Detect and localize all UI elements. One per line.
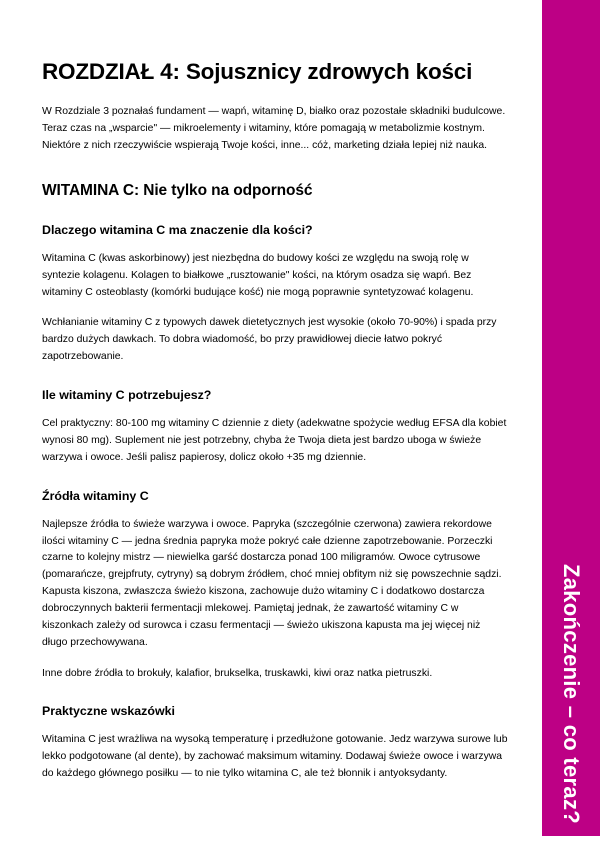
subsection-paragraph: Cel praktyczny: 80-100 mg witaminy C dziennie z diety (adekwatne spożycie według EFSA dla kobiet wynosi 80 mg). Suplement nie jest potrzebny, chyba że Twoja dieta jest bardzo uboga w świeże warzywa i owoce. Jeśli palisz papierosy, dolicz około +35 mg dziennie. [42, 418, 507, 463]
subsection-paragraph: Witamina C jest wrażliwa na wysoką temperaturę i przedłużone gotowanie. Jedz warzywa surowe lub lekko podgotowane (al dente), by zachować maksimum witaminy. Dodawaj świeże owoce i warzywa do każdego głównego posiłku — to nie tylko witamina C, ale też błonnik i antyoksydanty. [42, 734, 508, 780]
chapter-side-band [542, 0, 600, 836]
subsection-paragraph: Najlepsze źródła to świeże warzywa i owoce. Papryka (szczególnie czerwona) zawiera rekordowe ilości witaminy C — jedna średnia papryka może pokryć całe dzienne zapotrzebowanie. Porzeczki czarne to kolejny mistrz — niewielka garść dostarcza ponad 100 miligramów. Owoce cytrusowe (pomarańcze, grejpfruty, cytryny) są dobrym źródłem, choć mniej obfitym niż się powszechnie sądzi. Kapusta kiszona, zwłaszcza świeżo kiszona, zachowuje dużo witaminy C i dodatkowo dostarcza dobroczynnych bakterii fermentacji mlekowej. Pamiętaj jednak, że zawartość witaminy C w kiszonkach zależy od surowca i czasu fermentacji — świeżo ukiszona kapusta ma jej więcej niż długo przechowywana. [42, 518, 502, 648]
subsection-paragraph: Wchłanianie witaminy C z typowych dawek dietetycznych jest wysokie (około 70-90%) i spada przy bardzo dużych dawkach. To dobra wiadomość, bo przy prawidłowej diecie łatwo pokryć zapotrzebowanie. [42, 317, 497, 363]
document-content [42, 0, 508, 783]
subsection-paragraph: Witamina C (kwas askorbinowy) jest niezbędna do budowy kości ze względu na swoją rolę w syntezie kolagenu. Kolagen to białkowe „rusztowanie" kości, na którym osadza się wapń. Bez witaminy C osteoblasty (komórki budujące kość) nie mogą poprawnie syntetyzować kolagenu. [42, 252, 474, 298]
side-band-label: Zakończenie – co teraz? [559, 564, 584, 824]
section-title: WITAMINA C: Nie tylko na odporność [42, 181, 313, 199]
subsection-paragraph: Inne dobre źródła to brokuły, kalafior, brukselka, truskawki, kiwi oraz natka pietruszki. [42, 667, 433, 679]
subsection-heading-how-much: Ile witaminy C potrzebujesz? [42, 387, 212, 402]
intro-paragraph: W Rozdziale 3 poznałaś fundament — wapń, witaminę D, białko oraz pozostałe składniki budulcowe. Teraz czas na „wsparcie" — mikroelementy i witaminy, które pomagają w metabolizmie kostnym. Niektóre z nich rzeczywiście wspierają Twoje kości, inne... cóż, marketing działa lepiej niż nauka. [42, 106, 506, 151]
subsection-heading-why-vitamin-c: Dlaczego witamina C ma znaczenie dla kości? [42, 222, 313, 237]
subsection-heading-sources: Źródła witaminy C [42, 488, 149, 503]
chapter-title: ROZDZIAŁ 4: Sojusznicy zdrowych kości [42, 59, 473, 84]
subsection-heading-practical-tips: Praktyczne wskazówki [42, 704, 175, 719]
